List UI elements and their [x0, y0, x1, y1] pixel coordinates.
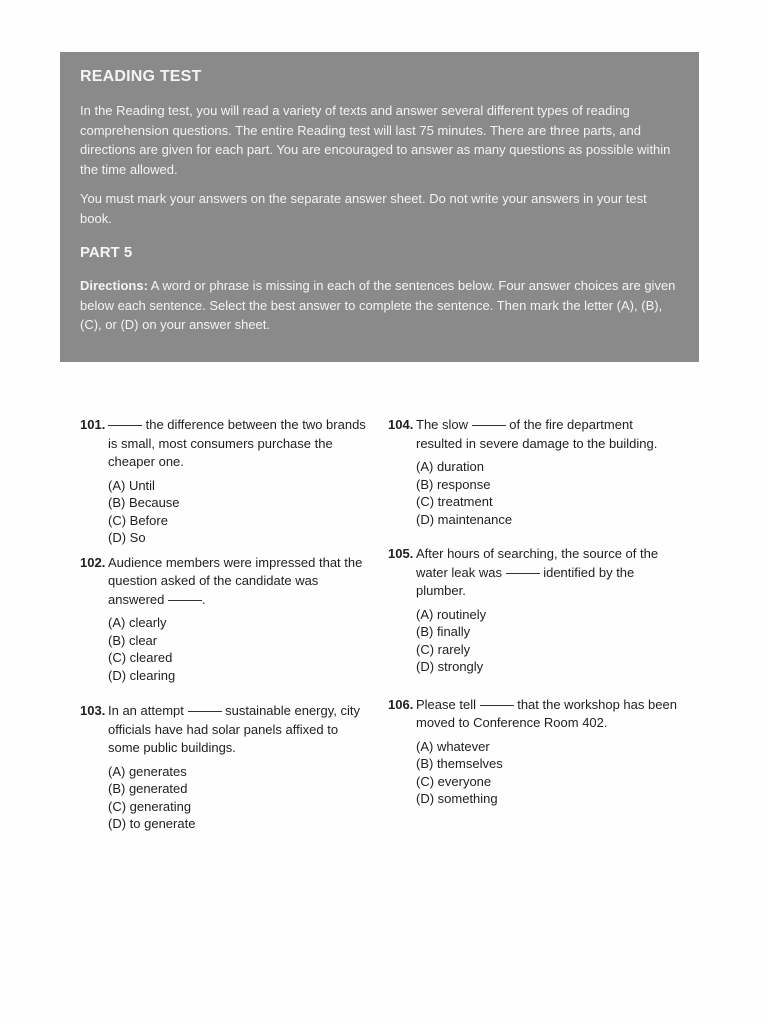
- answer-blank: [480, 705, 514, 706]
- question-text-before: The slow: [416, 417, 472, 432]
- option-c: (C) cleared: [108, 650, 173, 665]
- option-d: (D) to generate: [108, 816, 196, 831]
- question-text-after: the difference between the two brands is small, most consumers purchase the cheaper one.: [108, 417, 366, 469]
- question-number: 105.: [388, 546, 414, 561]
- question-text-before: Audience members were impressed that the question asked of the candidate was answered: [108, 554, 363, 607]
- answer-options: [416, 606, 678, 676]
- option-d: (D) something: [416, 791, 498, 806]
- question-text: [108, 702, 370, 758]
- instructions-box: [60, 52, 699, 362]
- question-number: 102.: [80, 554, 106, 570]
- part-title: PART 5: [80, 244, 133, 261]
- question-text-before: In an attempt: [108, 703, 188, 718]
- answer-blank: [472, 425, 506, 426]
- question-text-after: .: [201, 591, 206, 607]
- question-number: 103.: [80, 703, 106, 718]
- option-b: (B) themselves: [416, 756, 503, 771]
- answer-blank: [168, 600, 202, 601]
- option-b: (B) generated: [108, 781, 188, 796]
- option-d: (D) maintenance: [416, 511, 513, 527]
- answer-options: [416, 738, 678, 808]
- option-c: (C) treatment: [416, 494, 493, 509]
- question-text: [108, 416, 370, 472]
- option-a: (A) whatever: [416, 738, 490, 754]
- question-number: 101.: [80, 417, 106, 432]
- option-b: (B) response: [416, 476, 491, 492]
- question-text: [416, 696, 678, 733]
- option-a: (A) Until: [108, 477, 155, 493]
- option-a: (A) clearly: [108, 615, 167, 630]
- question-text-after: that the workshop has been moved to Conference Room 402.: [416, 696, 677, 730]
- question-text-after: of the fire department resulted in severe damage to the building.: [416, 417, 658, 451]
- question-text: [416, 416, 678, 453]
- intro-paragraph: In the Reading test, you will read a variety of texts and answer several different types of reading comprehension questions. The entire Reading test will last 75 minutes. There are three parts, and directions are given for each part. You are encouraged to answer as many questions as possible within the time allowed.: [80, 103, 671, 177]
- option-c: (C) rarely: [416, 641, 471, 657]
- option-a: (A) routinely: [416, 606, 487, 622]
- option-b: (B) clear: [108, 632, 158, 648]
- option-a: (A) duration: [416, 459, 484, 474]
- answer-blank: [188, 711, 222, 712]
- answer-options: [108, 614, 370, 684]
- question-text: [416, 545, 678, 601]
- option-b: (B) Because: [108, 495, 180, 510]
- question-104: [388, 416, 678, 528]
- answer-options: [108, 763, 370, 833]
- option-d: (D) strongly: [416, 659, 484, 674]
- directions-label: Directions:: [80, 278, 148, 293]
- answer-options: [108, 477, 370, 547]
- option-a: (A) generates: [108, 763, 187, 779]
- question-text: [108, 554, 370, 610]
- question-text-after: identified by the plumber.: [416, 564, 635, 598]
- question-106: [388, 696, 678, 808]
- option-d: (D) clearing: [108, 667, 176, 683]
- question-number: 104.: [388, 417, 414, 432]
- question-103: [80, 702, 370, 833]
- answer-sheet-note: You must mark your answers on the separate answer sheet. Do not write your answers in your test book.: [80, 191, 647, 226]
- question-105: [388, 545, 678, 676]
- option-c: (C) generating: [108, 798, 192, 814]
- answer-blank: [506, 573, 540, 574]
- option-c: (C) Before: [108, 512, 168, 528]
- answer-blank: [108, 425, 142, 426]
- directions-paragraph: [80, 276, 677, 335]
- question-text-after: sustainable energy, city officials have had solar panels affixed to some public buildings.: [108, 703, 360, 755]
- questions-right-column: [388, 416, 678, 808]
- question-text-before: After hours of searching, the source of the water leak was: [416, 546, 659, 580]
- option-d: (D) So: [108, 530, 146, 545]
- question-101: [80, 416, 370, 547]
- section-title: READING TEST: [80, 68, 202, 85]
- answer-options: [416, 458, 678, 528]
- option-c: (C) everyone: [416, 773, 492, 789]
- directions-text: A word or phrase is missing in each of the sentences below. Four answer choices are given below each sentence. Select the best answer to complete the sentence. Then mark the letter (A), (B), (C), or (D) on your answer sheet.: [80, 278, 676, 332]
- option-b: (B) finally: [416, 624, 471, 639]
- question-102: [80, 554, 370, 685]
- question-text-before: Please tell: [416, 696, 480, 712]
- questions-left-column: [80, 416, 370, 833]
- question-number: 106.: [388, 696, 414, 712]
